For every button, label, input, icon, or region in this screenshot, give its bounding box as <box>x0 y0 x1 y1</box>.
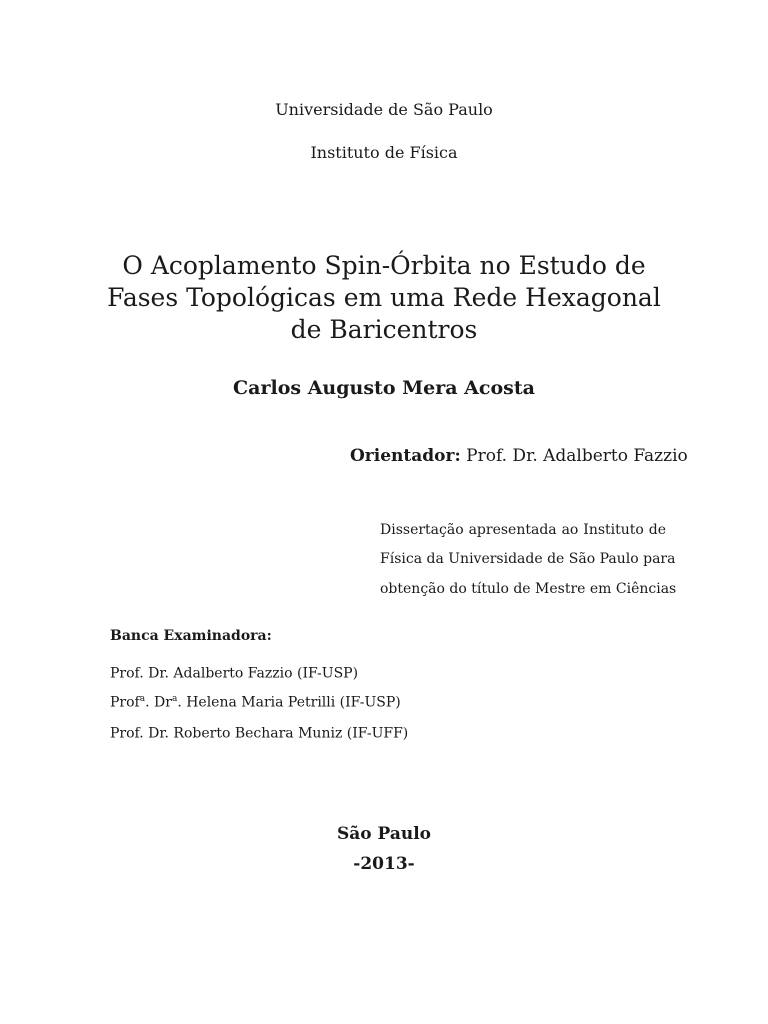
institute-name: Instituto de Física <box>310 143 458 162</box>
city: São Paulo <box>336 824 432 844</box>
thesis-title-line: O Acoplamento Spin-Órbita no Estudo de <box>122 251 646 280</box>
advisor-label: Orientador: <box>350 446 461 466</box>
member-degree: . Dr <box>145 694 172 711</box>
member-name: Adalberto Fazzio (IF-USP) <box>168 665 359 682</box>
member-title: Prof <box>110 694 140 711</box>
dissertation-note-line: Dissertação apresentada ao Instituto de <box>380 522 666 538</box>
committee-heading: Banca Examinadora: <box>110 628 272 644</box>
thesis-title-line: Fases Topológicas em uma Rede Hexagonal <box>107 283 661 312</box>
advisor-name: Prof. Dr. Adalberto Fazzio <box>466 446 688 466</box>
member-degree-sup: a <box>171 694 178 704</box>
dissertation-note-line: Física da Universidade de São Paulo para <box>380 551 676 567</box>
committee-member <box>110 665 358 682</box>
committee-member <box>110 694 401 711</box>
member-name: Roberto Bechara Muniz (IF-UFF) <box>168 725 409 742</box>
member-degree: Dr. <box>143 665 169 682</box>
member-degree: Dr. <box>143 725 169 742</box>
member-name: . Helena Maria Petrilli (IF-USP) <box>177 694 401 711</box>
committee-member <box>110 725 408 742</box>
university-name: Universidade de São Paulo <box>275 100 493 119</box>
year: -2013- <box>353 854 415 874</box>
thesis-title-line: de Baricentros <box>290 315 478 344</box>
member-title: Prof. <box>110 665 144 682</box>
dissertation-note-line: obtenção do título de Mestre em Ciências <box>380 581 677 597</box>
member-title-sup: a <box>139 694 146 704</box>
member-title: Prof. <box>110 725 144 742</box>
advisor-line <box>350 446 688 466</box>
thesis-title <box>0 250 768 346</box>
author-name: Carlos Augusto Mera Acosta <box>233 377 535 399</box>
